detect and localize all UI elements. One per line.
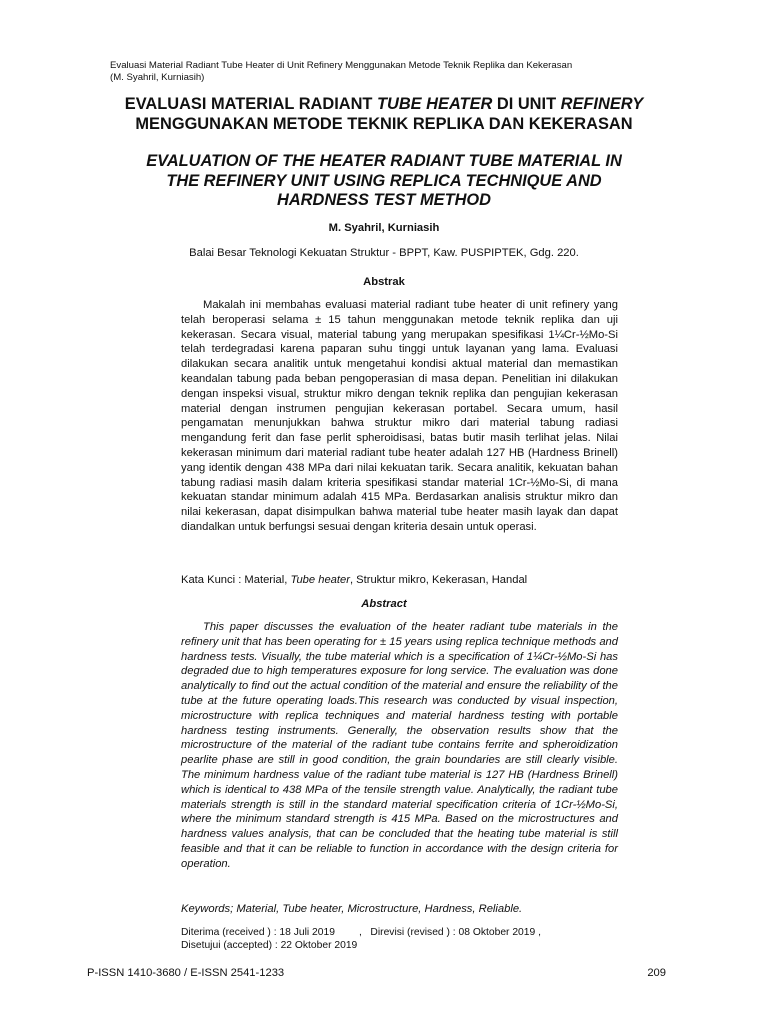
title-english <box>80 152 688 211</box>
running-head-authors: (M. Syahril, Kurniasih) <box>110 71 205 83</box>
date-separator: , <box>358 927 362 938</box>
keywords: Keywords; Material, Tube heater, Microstructure, Hardness, Reliable. <box>181 903 523 915</box>
title-english-line1: EVALUATION OF THE HEATER RADIANT TUBE MATERIAL IN <box>146 152 622 170</box>
date-accepted: Disetujui (accepted) : 22 Oktober 2019 <box>181 940 358 951</box>
footer-issn: P-ISSN 1410-3680 / E-ISSN 2541-1233 <box>87 967 285 979</box>
title-english-line3: HARDNESS TEST METHOD <box>277 191 491 209</box>
abstrak-text: Makalah ini membahas evaluasi material radiant tube heater di unit refinery yang telah beroperasi selama ± 15 tahun menggunakan metode teknik replika dan uji kekerasan. Secara visual, material tabung yang merupakan spesifikasi 1¼Cr-½Mo-Si telah terdegradasi karena paparan suhu tinggi untuk layanan yang lama. Evaluasi dilakukan secara analitik untuk mengetahui kondisi aktual material dan memastikan keandalan tabung pada beban pengoperasian di masa depan. Penelitian ini dilakukan dengan inspeksi visual, struktur mikro dengan teknik replika dan pengujian kekerasan material dengan instrumen pengujian kekerasan portabel. Secara umum, hasil pengamatan menunjukkan bahwa struktur mikro dari material tabung radiasi mengandung ferit dan fase perlit spheroidisasi, batas butir masih terlihat jelas. Nilai kekerasan minimum dari material radiant tube heater adalah 127 HB (Hardness Brinell) yang identik dengan 438 MPa dari nilai kekuatan tarik. Secara analitik, kekuatan bahan tabung radiasi masih dalam kriteria spesifikasi standar material 1Cr-½Mo-Si, di mana kekuatan standar minimum adalah 415 MPa. Berdasarkan analisis struktur mikro dan nilai kekerasan, dapat disimpulkan bahwa material tube heater masih layak dan dapat diandalkan untuk berfungsi sesuai dengan kriteria desain untuk operasi. <box>181 299 618 533</box>
title-id-part3: DI UNIT <box>492 95 561 113</box>
abstrak-heading: Abstrak <box>363 276 405 288</box>
page-number: 209 <box>647 967 666 979</box>
kata-kunci-italic: Tube heater <box>290 574 350 586</box>
title-indonesian <box>80 95 688 134</box>
article-dates <box>181 926 618 952</box>
dates-line1 <box>181 926 618 939</box>
running-head <box>110 60 670 83</box>
authors: M. Syahril, Kurniasih <box>328 222 440 234</box>
title-id-part1: EVALUASI MATERIAL RADIANT <box>124 95 377 113</box>
title-id-part2: TUBE HEATER <box>377 95 493 113</box>
title-indonesian-line2: MENGGUNAKAN METODE TEKNIK REPLIKA DAN KEKERASAN <box>135 114 633 133</box>
kata-kunci <box>181 574 618 586</box>
abstract-text: This paper discusses the evaluation of the heater radiant tube materials in the refinery unit that has been operating for ± 15 years using replica technique methods and hardness tests. Visually, the tube material which is a specification of 1¼Cr-½Mo-Si has degraded due to high temperatures exposure for long service. The evaluation was done analytically to find out the actual condition of the material and ensure the reliability of the tube at the future operating loads.This research was conducted by visual inspection, microstructure with replica techniques and material hardness testing with portable hardness testing instruments. Generally, the observation results show that the microstructure of the material of the radiant tube contains ferrite and spheroidization pearlite phase are still in good condition, the grain boundaries are still clearly visible. The minimum hardness value of the radiant tube material is 127 HB (Hardness Brinell) which is identical to 438 MPa of the tensile strength value. Analytically, the radiant tube materials strength is still in the standard material specification criteria of 1Cr-½Mo-Si, where the minimum standard strength is 415 MPa. Based on the microstructures and hardness values analysis, that can be concluded that the heating tube material is still feasible and that it can be reliable to function in accordance with the design criteria for operation. <box>181 621 618 870</box>
title-id-part4: REFINERY <box>560 95 644 113</box>
running-head-title: Evaluasi Material Radiant Tube Heater di Unit Refinery Menggunakan Metode Teknik Replika dan Kekerasan <box>110 60 573 71</box>
date-revised: Direvisi (revised ) : 08 Oktober 2019 , <box>370 927 541 938</box>
abstract-heading: Abstract <box>361 598 407 610</box>
affiliation: Balai Besar Teknologi Kekuatan Struktur - BPPT, Kaw. PUSPIPTEK, Gdg. 220. <box>189 247 579 259</box>
title-indonesian-line1 <box>80 95 688 115</box>
title-english-line2: THE REFINERY UNIT USING REPLICA TECHNIQUE AND <box>166 171 602 190</box>
kata-kunci-pre: Kata Kunci : Material, <box>181 574 291 586</box>
date-received: Diterima (received ) : 18 Juli 2019 <box>181 927 335 938</box>
kata-kunci-post: , Struktur mikro, Kekerasan, Handal <box>349 574 528 586</box>
